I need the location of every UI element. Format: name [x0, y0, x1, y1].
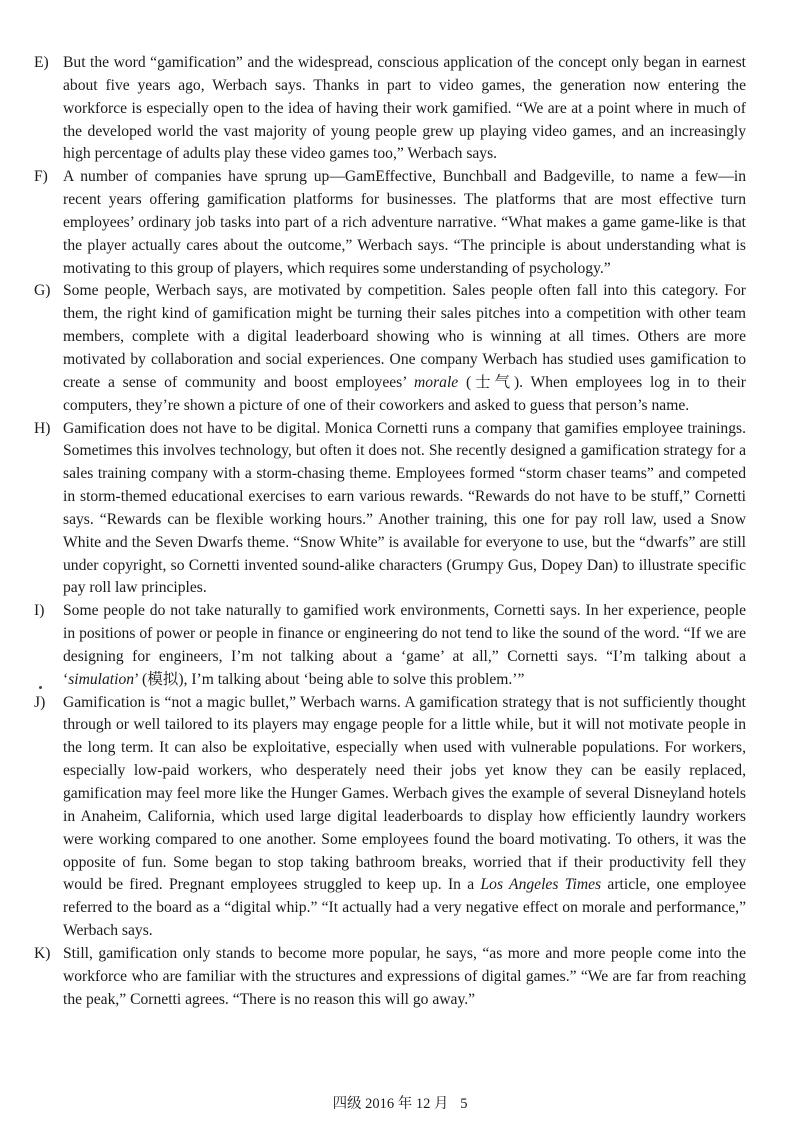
paragraph-f [34, 166, 746, 280]
text-segment: Some people do not take naturally to gamified work environments, Cornetti says. In her experience, people in positions of power or people in finance or engineering do not tend to like the sound of the word. “If we are designing for engineers, I’m not talking about a ‘game’ at all,” Cornetti says. “I’m talking about a ‘ [63, 602, 746, 688]
paragraph-h [34, 418, 746, 601]
scan-artifact-dot [39, 686, 42, 689]
paragraph-label: J) [34, 693, 46, 711]
page-footer [0, 1092, 800, 1113]
paragraph-text: Gamification does not have to be digital. Monica Cornetti runs a company that gamifies employee trainings. Sometimes this involves technology, but often it does not. She recently designed a gamification strategy for a sales training company with a storm-chasing theme. Employees formed “storm chaser teams” and competed in storm-themed educational exercises to earn various rewards. “Rewards do not have to be stuff,” Cornetti says. “Rewards can be flexible working hours.” Another training, this one for pay roll law, used a Snow White and the Seven Dwarfs theme. “Snow White” is available for everyone to use, but the “dwarfs” are still under copyright, so Cornetti invented sound-alike characters (Grumpy Gus, Dopey Dan) to illustrate specific pay roll law principles. [63, 419, 746, 597]
italic-term: Los Angeles Times [480, 876, 602, 894]
paragraph-label: K) [34, 944, 51, 962]
paragraph-text [63, 280, 746, 417]
paragraph-text: A number of companies have sprung up—GamEffective, Bunchball and Badgeville, to name a few—in recent years offering gamification platforms for businesses. The platforms that are most effective turn employees’ ordinary job tasks into part of a rich adventure narrative. “What makes a game game-like is that the player actually cares about the outcome,” Werbach says. “The principle is about understanding what is motivating to this group of players, which requires some understanding of psychology.” [63, 168, 746, 277]
paragraph-label: E) [34, 54, 49, 71]
paragraph-label: I) [34, 602, 45, 620]
paragraph-e [34, 52, 746, 166]
paragraph-g [34, 280, 746, 417]
text-segment: ’ (模拟), I’m talking about ‘being able to solve this problem.’” [134, 670, 525, 688]
paragraph-text [63, 600, 746, 691]
text-segment: (士气). When employees log in to their computers, they’re shown a picture of one of their coworkers and asked to guess that person’s name. [63, 373, 746, 414]
italic-term: simulation [68, 670, 135, 688]
paragraph-label: H) [34, 419, 51, 437]
exam-label: 四级 2016 年 12 月 [332, 1096, 449, 1112]
italic-term: morale [414, 373, 459, 391]
paragraph-j [34, 692, 746, 943]
paragraph-text [63, 692, 746, 943]
document-body [34, 52, 746, 1011]
paragraph-k [34, 943, 746, 1012]
paragraph-text: Still, gamification only stands to become more popular, he says, “as more and more people come into the workforce who are familiar with the structures and expressions of digital games.” “We are far from reaching the peak,” Cornetti agrees. “There is no reason this will go away.” [63, 944, 746, 1008]
paragraph-label: F) [34, 168, 48, 186]
text-segment: article, one employee referred to the board as a “digital whip.” “It actually had a very negative effect on morale and performance,” Werbach says. [63, 876, 746, 940]
paragraph-i [34, 600, 746, 691]
page-number: 5 [460, 1096, 468, 1112]
paragraph-label: G) [34, 282, 51, 300]
text-segment: Gamification is “not a magic bullet,” Werbach warns. A gamification strategy that is not sufficiently thought through or well tailored to its players may engage people for a little while, but it will not motivate people in the long term. It can also be exploitative, especially when used with vulnerable populations. For workers, especially low-paid workers, who desperately need their jobs yet know they can be easily replaced, gamification may feel more like the Hunger Games. Werbach gives the example of several Disneyland hotels in Anaheim, California, which used large digital leaderboards to display how efficiently laundry workers were working compared to one another. Some employees found the board motivating. To others, it was the opposite of fun. Some began to stop taking bathroom breaks, worried that if their productivity fell they would be fired. Pregnant employees struggled to keep up. In a [63, 693, 746, 894]
paragraph-text: But the word “gamification” and the widespread, conscious application of the concept only began in earnest about five years ago, Werbach says. Thanks in part to video games, the generation now entering the workforce is especially open to the idea of having their work gamified. “We are at a point where in much of the developed world the vast majority of young people grew up playing video games, and an increasingly high percentage of adults play these video games too,” Werbach says. [63, 54, 746, 163]
text-segment: Some people, Werbach says, are motivated by competition. Sales people often fall into this category. For them, the right kind of gamification might be turning their sales pitches into a competition with other team members, complete with a digital leaderboard showing who is winning at all times. Others are more motivated by collaboration and social experiences. One company Werbach has studied uses gamification to create a sense of community and boost employees’ [63, 282, 746, 391]
